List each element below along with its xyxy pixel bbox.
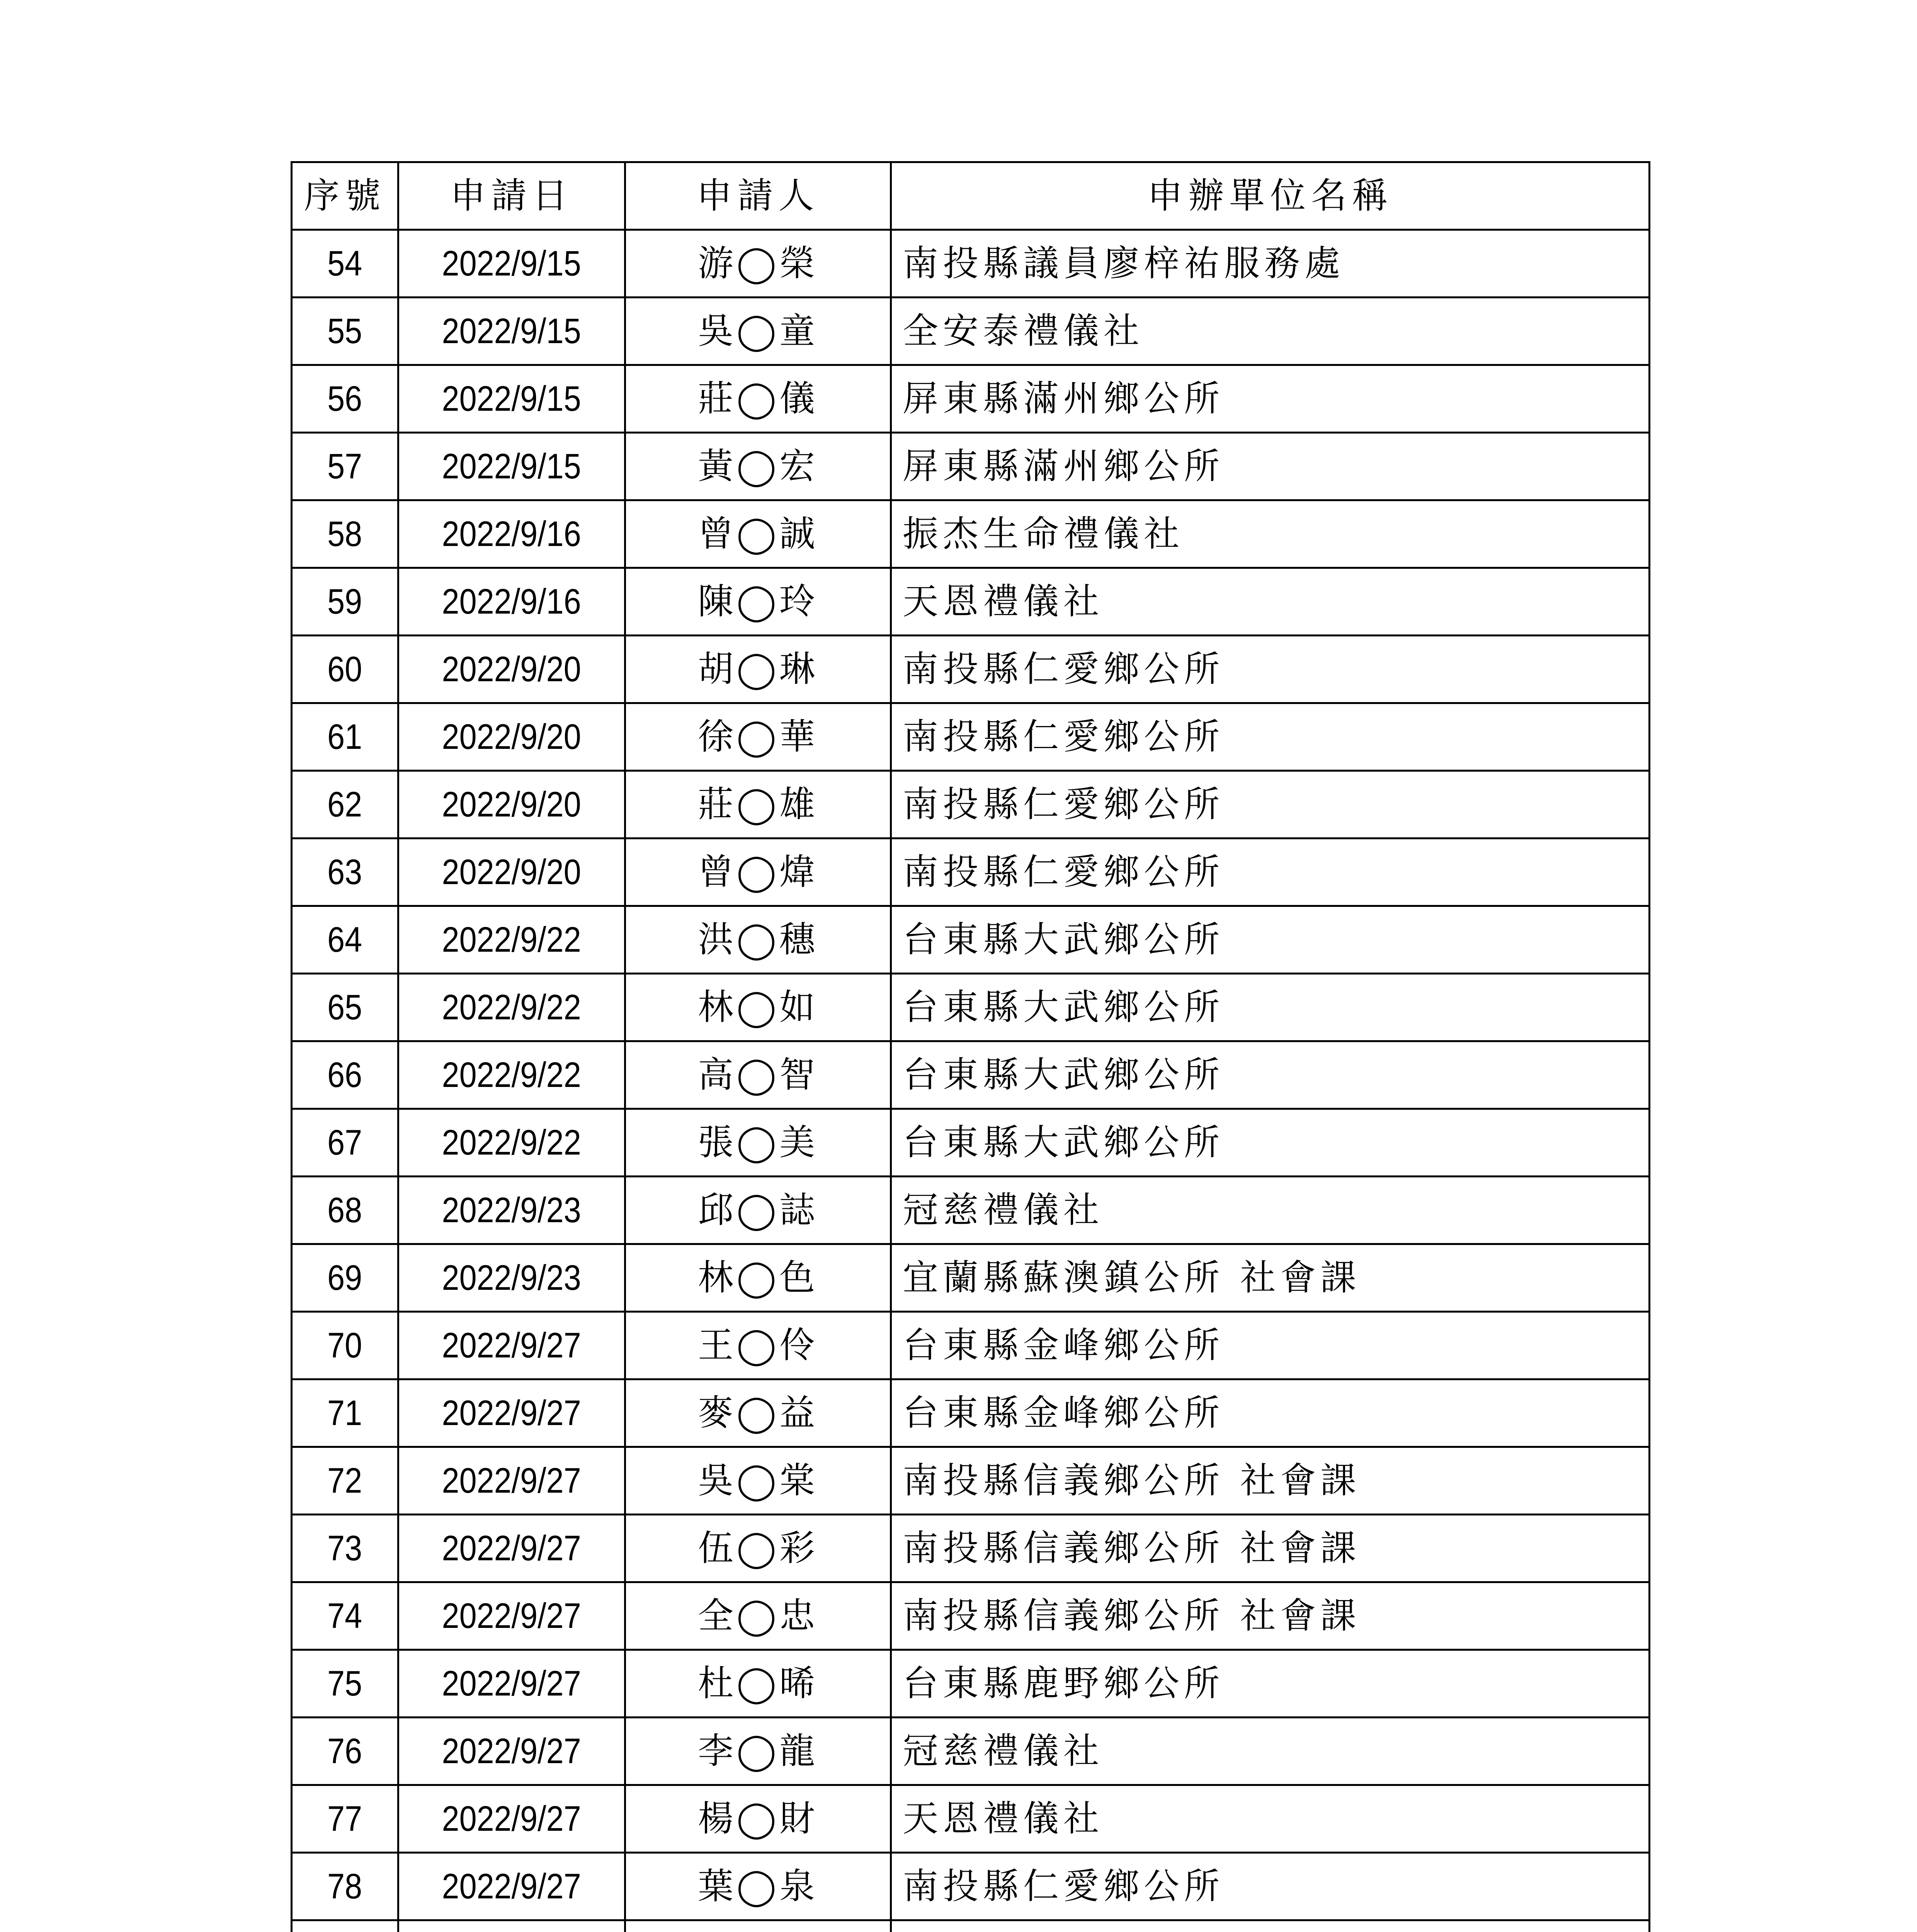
cell-seq-text: 64	[327, 920, 362, 959]
cell-date-text: 2022/9/27	[442, 1664, 582, 1703]
cell-seq	[292, 1177, 398, 1244]
cell-date	[398, 365, 625, 433]
cell-applicant: 全◯忠	[625, 1582, 891, 1650]
cell-seq	[292, 1312, 398, 1379]
cell-applicant: 吳◯棠	[625, 1447, 891, 1515]
cell-unit: 振杰生命禮儀社	[891, 500, 1650, 568]
cell-date	[398, 1650, 625, 1718]
cell-seq	[292, 974, 398, 1041]
cell-unit: 台東縣大武鄉公所	[891, 1109, 1650, 1177]
cell-seq	[292, 230, 398, 298]
cell-date	[398, 500, 625, 568]
cell-seq	[292, 906, 398, 974]
cell-applicant: 游◯榮	[625, 230, 891, 298]
cell-seq-text: 56	[327, 379, 362, 418]
cell-applicant: 高◯智	[625, 1041, 891, 1109]
cell-applicant: 林◯如	[625, 974, 891, 1041]
table-row	[292, 1109, 1650, 1177]
cell-seq-text: 76	[327, 1731, 362, 1771]
cell-date-text: 2022/9/27	[442, 1393, 582, 1433]
table-row	[292, 1718, 1650, 1785]
cell-seq	[292, 1109, 398, 1177]
cell-seq	[292, 365, 398, 433]
cell-date-text: 2022/9/20	[442, 650, 582, 689]
cell-date	[398, 771, 625, 838]
table-row	[292, 703, 1650, 771]
cell-seq-text: 77	[327, 1799, 362, 1838]
table-body	[292, 230, 1650, 1932]
cell-applicant	[625, 1920, 891, 1932]
cell-date	[398, 1109, 625, 1177]
cell-date	[398, 1853, 625, 1920]
cell-unit: 冠慈禮儀社	[891, 1177, 1650, 1244]
cell-applicant: 張◯美	[625, 1109, 891, 1177]
cell-applicant: 王◯伶	[625, 1312, 891, 1379]
table-row	[292, 1041, 1650, 1109]
cell-date-text: 2022/9/20	[442, 717, 582, 757]
cell-seq	[292, 1582, 398, 1650]
cell-date-text: 2022/9/15	[442, 447, 582, 486]
header-seq: 序號	[292, 162, 398, 230]
cell-date	[398, 298, 625, 365]
cell-date-text: 2022/9/27	[442, 1731, 582, 1771]
cell-date	[398, 1515, 625, 1582]
cell-seq	[292, 1650, 398, 1718]
cell-unit: 台東縣大武鄉公所	[891, 974, 1650, 1041]
cell-seq	[292, 1920, 398, 1932]
cell-unit	[891, 1920, 1650, 1932]
cell-date	[398, 1718, 625, 1785]
cell-seq-text: 66	[327, 1055, 362, 1095]
cell-applicant: 林◯色	[625, 1244, 891, 1312]
cell-seq-text: 72	[327, 1461, 362, 1500]
cell-applicant: 陳◯玲	[625, 568, 891, 636]
header-unit: 申辦單位名稱	[891, 162, 1650, 230]
cell-seq	[292, 636, 398, 703]
table-row	[292, 1177, 1650, 1244]
cell-applicant: 胡◯琳	[625, 636, 891, 703]
cell-applicant: 莊◯雄	[625, 771, 891, 838]
cell-seq-text: 75	[327, 1664, 362, 1703]
table-row	[292, 365, 1650, 433]
cell-unit: 南投縣議員廖梓祐服務處	[891, 230, 1650, 298]
cell-unit: 台東縣鹿野鄉公所	[891, 1650, 1650, 1718]
cell-applicant: 楊◯財	[625, 1785, 891, 1853]
cell-applicant: 伍◯彩	[625, 1515, 891, 1582]
cell-date-text: 2022/9/15	[442, 379, 582, 418]
table-row	[292, 1244, 1650, 1312]
cell-date	[398, 906, 625, 974]
table-row	[292, 1312, 1650, 1379]
cell-date-text: 2022/9/27	[442, 1596, 582, 1636]
table-header-row	[292, 162, 1650, 230]
cell-seq	[292, 1379, 398, 1447]
cell-date-text: 2022/9/22	[442, 1055, 582, 1095]
cell-unit: 冠慈禮儀社	[891, 1718, 1650, 1785]
cell-applicant: 洪◯穗	[625, 906, 891, 974]
cell-date	[398, 703, 625, 771]
cell-seq-text: 73	[327, 1529, 362, 1568]
table-row	[292, 1650, 1650, 1718]
cell-applicant: 邱◯誌	[625, 1177, 891, 1244]
cell-seq-text: 78	[327, 1867, 362, 1906]
cell-unit: 台東縣大武鄉公所	[891, 1041, 1650, 1109]
cell-applicant: 葉◯泉	[625, 1853, 891, 1920]
cell-seq-text: 60	[327, 650, 362, 689]
cell-seq	[292, 433, 398, 500]
cell-seq	[292, 1515, 398, 1582]
cell-seq	[292, 298, 398, 365]
cell-unit: 南投縣仁愛鄉公所	[891, 838, 1650, 906]
table-row	[292, 1785, 1650, 1853]
cell-date-text: 2022/9/16	[442, 582, 582, 621]
cell-date	[398, 1379, 625, 1447]
cell-applicant: 曾◯煒	[625, 838, 891, 906]
cell-unit: 台東縣金峰鄉公所	[891, 1379, 1650, 1447]
cell-seq-text: 61	[327, 717, 362, 757]
cell-seq-text: 69	[327, 1258, 362, 1298]
cell-seq	[292, 1853, 398, 1920]
cell-date	[398, 568, 625, 636]
cell-seq	[292, 568, 398, 636]
cell-applicant: 麥◯益	[625, 1379, 891, 1447]
cell-seq	[292, 1244, 398, 1312]
cell-seq-text: 65	[327, 988, 362, 1027]
cell-date-text: 2022/9/23	[442, 1258, 582, 1298]
cell-seq-text: 55	[327, 311, 362, 351]
cell-unit: 全安泰禮儀社	[891, 298, 1650, 365]
cell-seq	[292, 500, 398, 568]
table-row	[292, 1447, 1650, 1515]
cell-unit: 台東縣金峰鄉公所	[891, 1312, 1650, 1379]
cell-unit: 台東縣大武鄉公所	[891, 906, 1650, 974]
table-row	[292, 771, 1650, 838]
table-row	[292, 230, 1650, 298]
cell-seq	[292, 838, 398, 906]
cell-unit: 屏東縣滿州鄉公所	[891, 433, 1650, 500]
cell-applicant: 杜◯晞	[625, 1650, 891, 1718]
cell-seq-text: 57	[327, 447, 362, 486]
cell-date-text: 2022/9/22	[442, 1123, 582, 1162]
cell-date	[398, 1582, 625, 1650]
cell-date-text: 2022/9/27	[442, 1461, 582, 1500]
cell-applicant: 黃◯宏	[625, 433, 891, 500]
cell-seq-text: 71	[327, 1393, 362, 1433]
cell-applicant: 莊◯儀	[625, 365, 891, 433]
cell-seq	[292, 1785, 398, 1853]
cell-date	[398, 1920, 625, 1932]
cell-seq-text: 59	[327, 582, 362, 621]
table-row	[292, 1582, 1650, 1650]
cell-unit: 南投縣信義鄉公所 社會課	[891, 1515, 1650, 1582]
cell-date	[398, 1177, 625, 1244]
cell-unit: 天恩禮儀社	[891, 568, 1650, 636]
cell-applicant: 吳◯童	[625, 298, 891, 365]
cell-unit: 宜蘭縣蘇澳鎮公所 社會課	[891, 1244, 1650, 1312]
cell-seq	[292, 1447, 398, 1515]
cell-date	[398, 433, 625, 500]
cell-seq-text: 58	[327, 514, 362, 554]
cell-date-text: 2022/9/27	[442, 1529, 582, 1568]
cell-date-text: 2022/9/15	[442, 244, 582, 283]
cell-seq	[292, 1718, 398, 1785]
cell-applicant: 李◯龍	[625, 1718, 891, 1785]
cell-date-text: 2022/9/15	[442, 311, 582, 351]
table-row	[292, 906, 1650, 974]
table-row	[292, 1515, 1650, 1582]
cell-applicant: 徐◯華	[625, 703, 891, 771]
table-row	[292, 974, 1650, 1041]
cell-seq-text: 70	[327, 1326, 362, 1365]
cell-date-text: 2022/9/22	[442, 920, 582, 959]
cell-date	[398, 1041, 625, 1109]
cell-unit: 南投縣仁愛鄉公所	[891, 703, 1650, 771]
cell-date-text: 2022/9/20	[442, 785, 582, 824]
cell-date	[398, 838, 625, 906]
cell-date	[398, 1244, 625, 1312]
table-row	[292, 298, 1650, 365]
table-row	[292, 1920, 1650, 1932]
cell-date	[398, 1447, 625, 1515]
table-row	[292, 568, 1650, 636]
cell-unit: 南投縣仁愛鄉公所	[891, 771, 1650, 838]
cell-date-text: 2022/9/27	[442, 1799, 582, 1838]
cell-date	[398, 974, 625, 1041]
cell-unit: 南投縣仁愛鄉公所	[891, 1853, 1650, 1920]
table-row	[292, 1853, 1650, 1920]
cell-seq	[292, 703, 398, 771]
cell-applicant: 曾◯誠	[625, 500, 891, 568]
cell-unit: 南投縣信義鄉公所 社會課	[891, 1447, 1650, 1515]
cell-unit: 天恩禮儀社	[891, 1785, 1650, 1853]
table-row	[292, 636, 1650, 703]
cell-date-text: 2022/9/22	[442, 988, 582, 1027]
table-row	[292, 1379, 1650, 1447]
cell-seq-text: 67	[327, 1123, 362, 1162]
cell-date	[398, 1785, 625, 1853]
cell-date-text: 2022/9/27	[442, 1326, 582, 1365]
cell-date	[398, 1312, 625, 1379]
cell-date	[398, 230, 625, 298]
header-date: 申請日	[398, 162, 625, 230]
cell-date-text: 2022/9/27	[442, 1867, 582, 1906]
cell-seq-text: 68	[327, 1190, 362, 1230]
cell-date-text: 2022/9/23	[442, 1190, 582, 1230]
cell-seq	[292, 771, 398, 838]
cell-date	[398, 636, 625, 703]
application-record-table	[291, 161, 1650, 1932]
table-row	[292, 838, 1650, 906]
header-applicant: 申請人	[625, 162, 891, 230]
cell-unit: 屏東縣滿州鄉公所	[891, 365, 1650, 433]
cell-date-text: 2022/9/16	[442, 514, 582, 554]
cell-seq-text: 54	[327, 244, 362, 283]
cell-seq-text: 62	[327, 785, 362, 824]
cell-seq-text: 63	[327, 852, 362, 892]
cell-unit: 南投縣仁愛鄉公所	[891, 636, 1650, 703]
cell-date-text: 2022/9/20	[442, 852, 582, 892]
table-row	[292, 433, 1650, 500]
cell-seq	[292, 1041, 398, 1109]
cell-seq-text: 74	[327, 1596, 362, 1636]
cell-unit: 南投縣信義鄉公所 社會課	[891, 1582, 1650, 1650]
table-row	[292, 500, 1650, 568]
